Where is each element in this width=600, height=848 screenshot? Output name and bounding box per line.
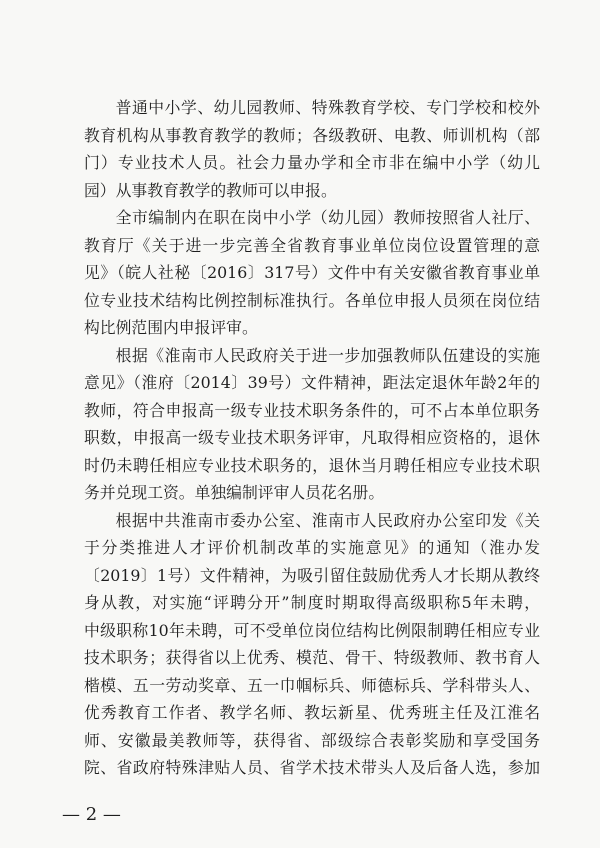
paragraph-line: 职数，申报高一级专业技术职务评审，凡取得相应资格的，退休 [84, 428, 540, 447]
paragraph-talent-evaluation [84, 507, 540, 782]
paragraph-line: 意见》（淮府〔2014〕39号）文件精神，距法定退休年龄2年的 [84, 373, 540, 392]
document-body [84, 94, 540, 782]
paragraph-line: 务并兑现工资。单独编制评审人员花名册。 [84, 483, 385, 502]
paragraph-line: 院、省政府特殊津贴人员、省学术技术带头人及后备人选，参加 [84, 758, 540, 777]
paragraph-line: 优秀教育工作者、教学名师、教坛新星、优秀班主任及江淮名 [84, 703, 540, 722]
paragraph-line: 教育厅《关于进一步完善全省教育事业单位岗位设置管理的意 [84, 235, 540, 255]
paragraph-line: 构比例范围内申报评审。 [84, 318, 258, 337]
paragraph-line: 身从教，对实施“评聘分开”制度时期取得高级职称5年未聘， [84, 593, 540, 612]
paragraph-line: 根据中共淮南市委办公室、淮南市人民政府办公室印发《关 [115, 510, 540, 530]
paragraph-line: 〔2019〕1号）文件精神，为吸引留住鼓励优秀人才长期从教终 [84, 565, 540, 585]
paragraph-line: 门）专业技术人员。社会力量办学和全市非在编中小学（幼儿 [84, 153, 540, 172]
paragraph-eligible-teachers [84, 94, 540, 204]
paragraph-line: 位专业技术结构比例控制标准执行。各单位申报人员须在岗位结 [84, 290, 540, 310]
paragraph-line: 见》（皖人社秘〔2016〕317号）文件中有关安徽省教育事业单 [84, 263, 540, 282]
paragraph-line: 普通中小学、幼儿园教师、特殊教育学校、专门学校和校外 [115, 98, 540, 117]
paragraph-line: 根据《淮南市人民政府关于进一步加强教师队伍建设的实施 [115, 345, 540, 365]
paragraph-line: 师、安徽最美教师等，获得省、部级综合表彰奖励和享受国务 [84, 730, 540, 750]
paragraph-line: 教育机构从事教育教学的教师；各级教研、电教、师训机构（部 [84, 125, 540, 145]
paragraph-line: 时仍未聘任相应专业技术职务的，退休当月聘任相应专业技术职 [84, 455, 540, 475]
paragraph-line: 园）从事教育教学的教师可以申报。 [84, 180, 337, 200]
paragraph-line: 全市编制内在职在岗中小学（幼儿园）教师按照省人社厅、 [115, 208, 540, 227]
paragraph-line: 于分类推进人才评价机制改革的实施意见》的通知（淮办发 [84, 538, 540, 557]
paragraph-post-structure [84, 204, 540, 342]
page-number: — 2 — [62, 804, 121, 825]
paragraph-line: 中级职称10年未聘，可不受单位岗位结构比例限制聘任相应专业 [84, 620, 540, 640]
paragraph-retirement-policy [84, 342, 540, 507]
paragraph-line: 技术职务；获得省以上优秀、模范、骨干、特级教师、教书育人 [84, 648, 540, 667]
paragraph-line: 楷模、五一劳动奖章、五一巾帼标兵、师德标兵、学科带头人、 [84, 675, 540, 695]
paragraph-line: 教师，符合申报高一级专业技术职务条件的，可不占本单位职务 [84, 400, 540, 420]
